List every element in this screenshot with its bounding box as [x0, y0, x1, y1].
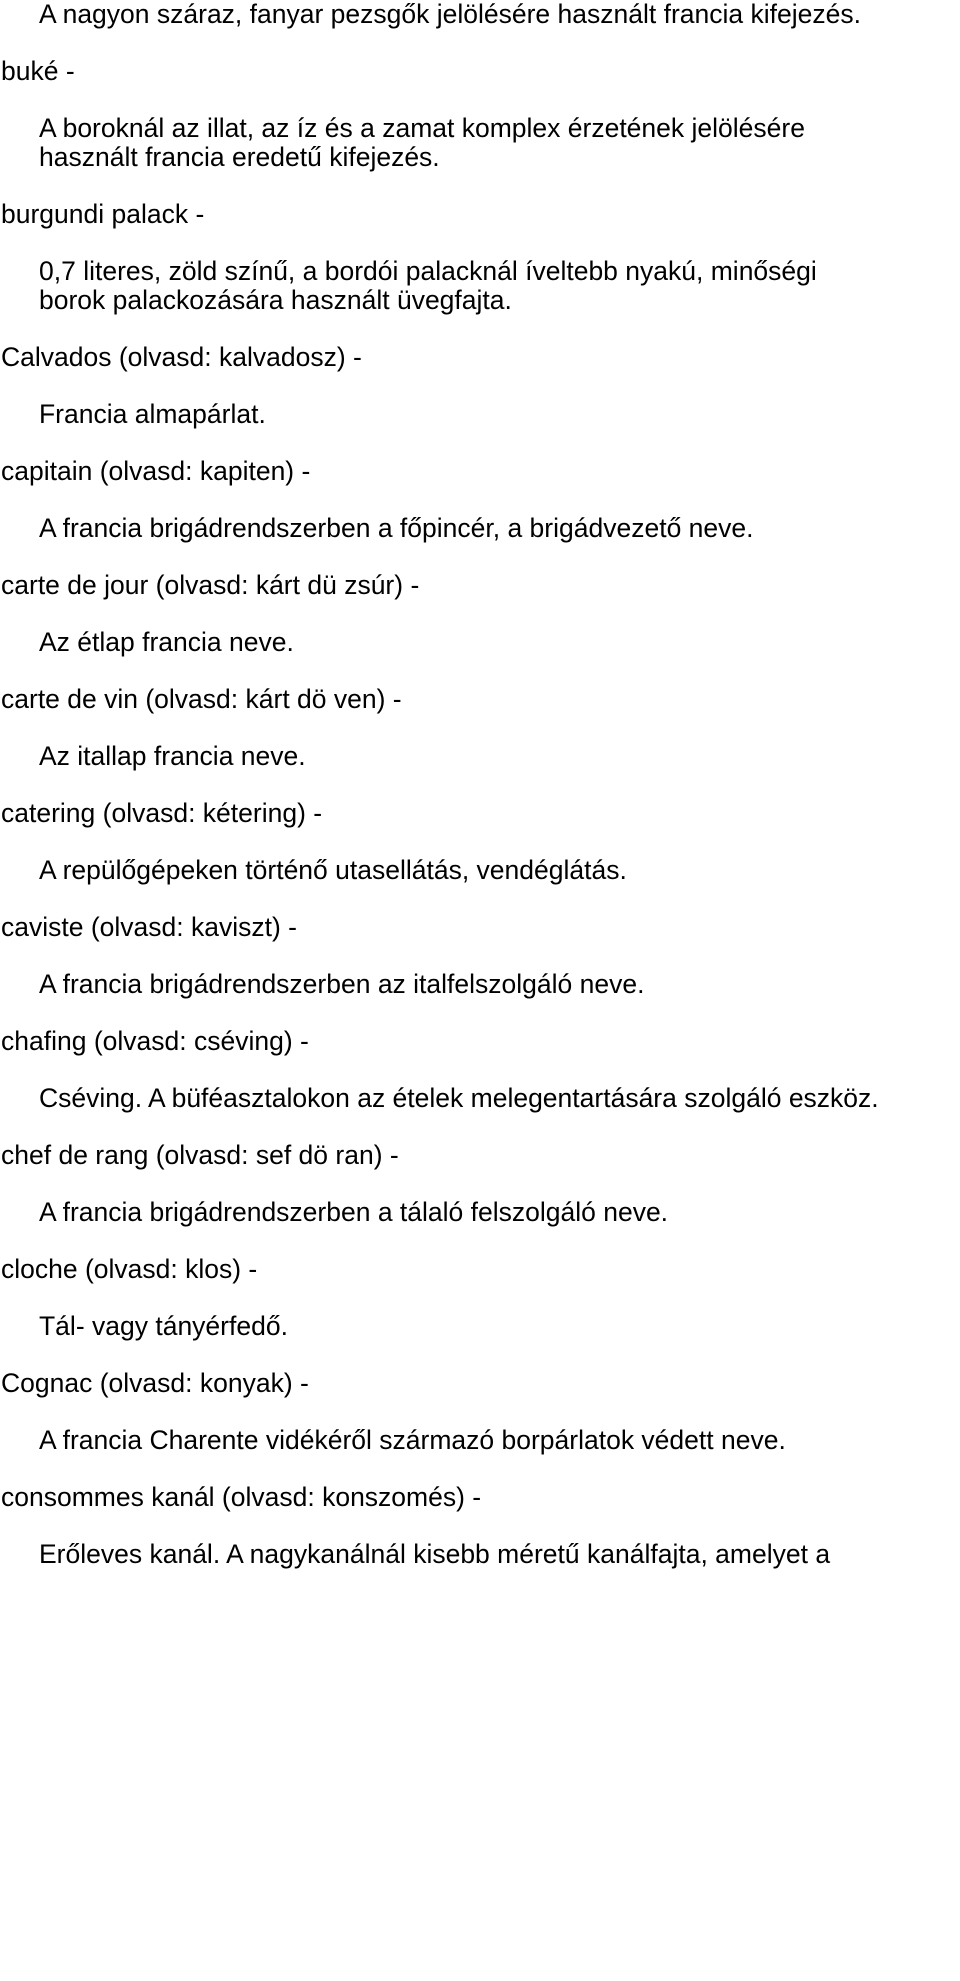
glossary-term: chafing (olvasd: cséving) -: [1, 1026, 309, 1056]
glossary-term: burgundi palack -: [1, 199, 205, 229]
glossary-definition-line: A boroknál az illat, az íz és a zamat komplex érzetének jelölésére: [39, 113, 805, 143]
glossary-definition-line: Erőleves kanál. A nagykanálnál kisebb méretű kanálfajta, amelyet a: [39, 1539, 831, 1569]
glossary-definition-line: A francia brigádrendszerben a főpincér, a brigádvezető neve.: [39, 513, 754, 543]
glossary-definition-line: Az itallap francia neve.: [39, 741, 306, 771]
glossary-term: carte de vin (olvasd: kárt dö ven) -: [1, 684, 402, 714]
glossary-definition-line: Tál- vagy tányérfedő.: [39, 1311, 288, 1341]
glossary-term: chef de rang (olvasd: sef dö ran) -: [1, 1140, 399, 1170]
glossary-definition-line: használt francia eredetű kifejezés.: [39, 142, 440, 172]
glossary-term: carte de jour (olvasd: kárt dü zsúr) -: [1, 570, 420, 600]
glossary-definition-line: Cséving. A büféasztalokon az ételek melegentartására szolgáló eszköz.: [39, 1083, 879, 1113]
glossary-term: catering (olvasd: kétering) -: [1, 798, 323, 828]
glossary-definition-line: Francia almapárlat.: [39, 399, 266, 429]
glossary-term: caviste (olvasd: kaviszt) -: [1, 912, 297, 942]
glossary-term: consommes kanál (olvasd: konszomés) -: [1, 1482, 482, 1512]
glossary-definition-line: A francia brigádrendszerben a tálaló felszolgáló neve.: [39, 1197, 669, 1227]
glossary-term: buké -: [1, 56, 75, 86]
glossary-definition-line: 0,7 literes, zöld színű, a bordói palacknál íveltebb nyakú, minőségi: [39, 256, 817, 286]
glossary-term: Cognac (olvasd: konyak) -: [1, 1368, 309, 1398]
glossary-definition-line: borok palackozására használt üvegfajta.: [39, 285, 512, 315]
glossary-definition-line: A francia Charente vidékéről származó borpárlatok védett neve.: [39, 1425, 786, 1455]
glossary-definition-line: A nagyon száraz, fanyar pezsgők jelölésére használt francia kifejezés.: [39, 0, 861, 29]
glossary-term: cloche (olvasd: klos) -: [1, 1254, 258, 1284]
glossary-definition-line: A repülőgépeken történő utasellátás, vendéglátás.: [39, 855, 627, 885]
glossary-definition-line: A francia brigádrendszerben az italfelszolgáló neve.: [39, 969, 645, 999]
glossary-definition-line: Az étlap francia neve.: [39, 627, 294, 657]
glossary-term: Calvados (olvasd: kalvadosz) -: [1, 342, 362, 372]
glossary-term: capitain (olvasd: kapiten) -: [1, 456, 311, 486]
